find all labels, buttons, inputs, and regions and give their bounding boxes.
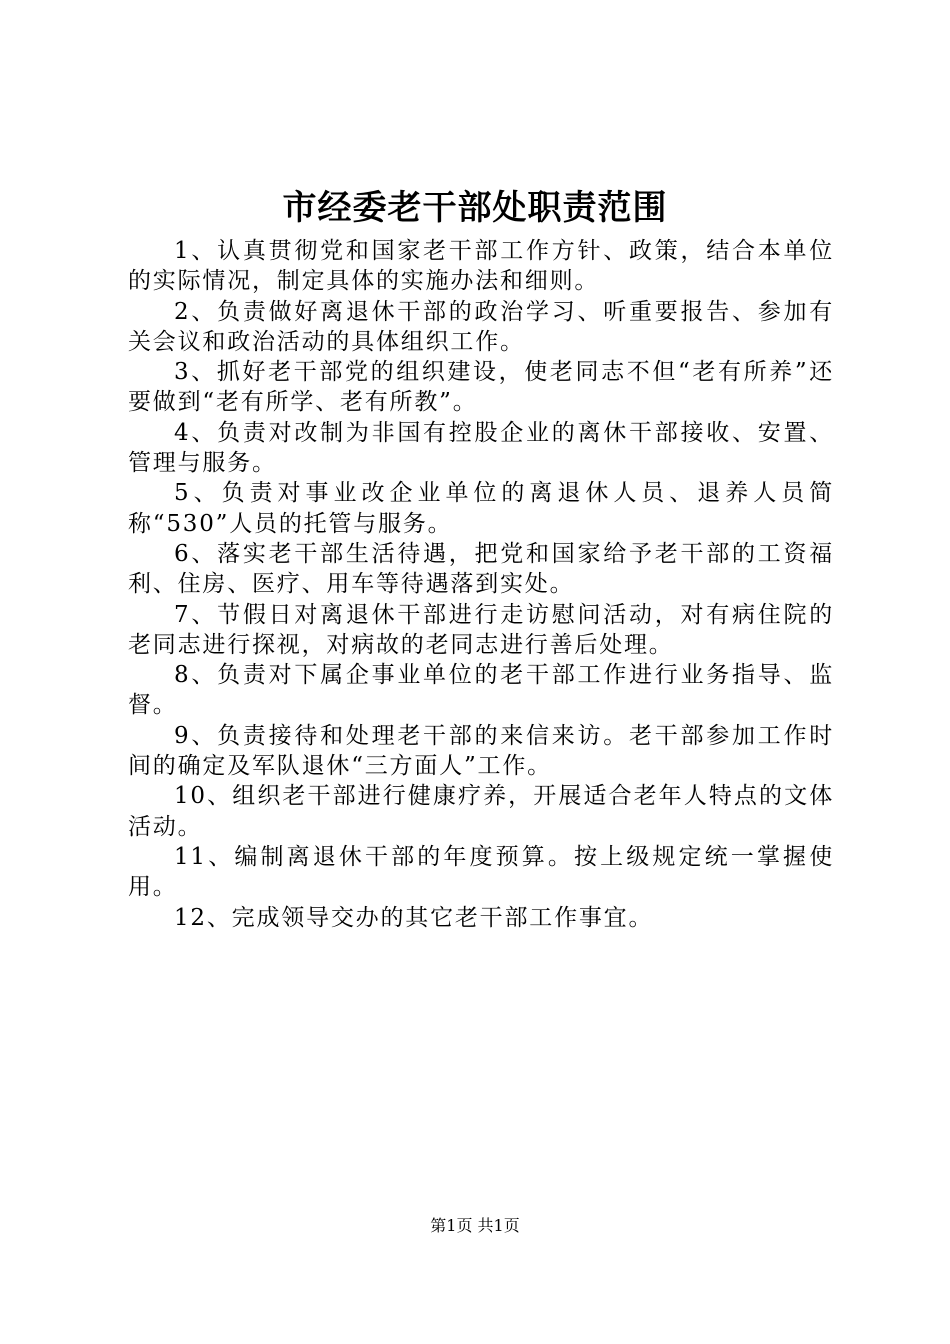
duty-item-7: 7、节假日对离退休干部进行走访慰问活动，对有病住院的老同志进行探视，对病故的老同志进行善后处理。: [128, 601, 834, 658]
duty-item-6: 6、落实老干部生活待遇，把党和国家给予老干部的工资福利、住房、医疗、用车等待遇落到实处。: [128, 540, 834, 598]
duty-item-12: 12、完成领导交办的其它老干部工作事宜。: [174, 904, 654, 931]
duty-item-2: 2、负责做好离退休干部的政治学习、听重要报告、参加有关会议和政治活动的具体组织工作。: [128, 298, 834, 355]
duty-item-3: 3、抓好老干部党的组织建设，使老同志不但“老有所养”还要做到“老有所学、老有所教”。: [128, 359, 834, 416]
page-number-footer: 第1页 共1页: [430, 1216, 520, 1235]
duty-item-11: 11、编制离退休干部的年度预算。按上级规定统一掌握使用。: [128, 843, 834, 901]
duty-item-5: 5、负责对事业改企业单位的离退休人员、退养人员简称“530”人员的托管与服务。: [128, 480, 834, 537]
duty-item-10: 10、组织老干部进行健康疗养，开展适合老年人特点的文体活动。: [128, 783, 834, 840]
document-title: 市经委老干部处职责范围: [282, 188, 668, 228]
duty-item-1: 1、认真贯彻党和国家老干部工作方针、政策，结合本单位的实际情况，制定具体的实施办法和细则。: [128, 238, 834, 295]
duty-item-4: 4、负责对改制为非国有控股企业的离休干部接收、安置、管理与服务。: [128, 419, 834, 477]
duty-item-9: 9、负责接待和处理老干部的来信来访。老干部参加工作时间的确定及军队退休“三方面人”工作。: [128, 722, 834, 780]
duty-item-8: 8、负责对下属企事业单位的老干部工作进行业务指导、监督。: [128, 662, 834, 719]
document-body: [128, 236, 834, 933]
